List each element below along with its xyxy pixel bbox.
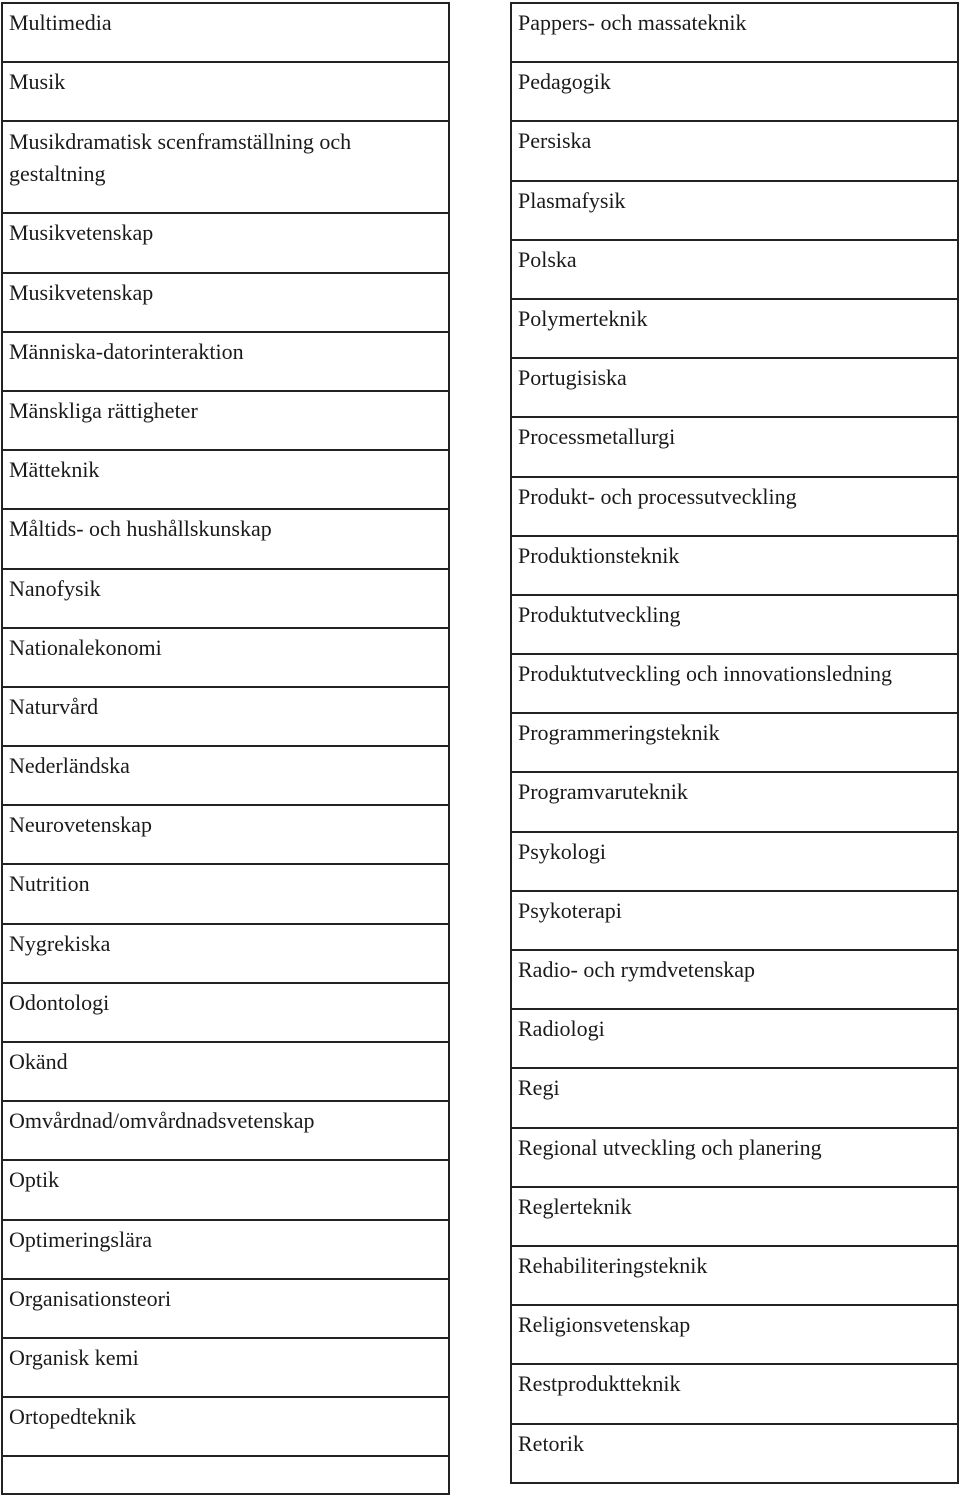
table-cell: Multimedia xyxy=(3,4,448,63)
table-cell: Neurovetenskap xyxy=(3,806,448,865)
table-cell: Mänskliga rättigheter xyxy=(3,392,448,451)
table-cell: Persiska xyxy=(512,122,957,181)
table-cell: Optimeringslära xyxy=(3,1221,448,1280)
table-cell: Mätteknik xyxy=(3,451,448,510)
table-cell: Naturvård xyxy=(3,688,448,747)
table-cell: Organisationsteori xyxy=(3,1280,448,1339)
table-cell: Regional utveckling och planering xyxy=(512,1129,957,1188)
table-cell: Retorik xyxy=(512,1425,957,1484)
table-cell: Psykoterapi xyxy=(512,892,957,951)
table-cell: Radiologi xyxy=(512,1010,957,1069)
table-cell: Regi xyxy=(512,1069,957,1128)
table-cell: Människa-datorinteraktion xyxy=(3,333,448,392)
table-cell: Nanofysik xyxy=(3,570,448,629)
table-cell: Restproduktteknik xyxy=(512,1365,957,1424)
empty-table-cell xyxy=(3,1457,448,1495)
table-cell: Musikvetenskap xyxy=(3,214,448,273)
left-subject-table xyxy=(1,2,450,1495)
table-cell: Pappers- och massateknik xyxy=(512,4,957,63)
table-cell: Portugisiska xyxy=(512,359,957,418)
table-cell: Nygrekiska xyxy=(3,925,448,984)
table-cell: Reglerteknik xyxy=(512,1188,957,1247)
table-cell: Måltids- och hushållskunskap xyxy=(3,510,448,569)
table-cell: Produktutveckling och innovationsledning xyxy=(512,655,957,714)
table-cell: Polska xyxy=(512,241,957,300)
table-cell: Odontologi xyxy=(3,984,448,1043)
table-cell: Ortopedteknik xyxy=(3,1398,448,1457)
table-cell: Musikvetenskap xyxy=(3,274,448,333)
table-cell: Pedagogik xyxy=(512,63,957,122)
table-cell: Omvårdnad/omvårdnadsvetenskap xyxy=(3,1102,448,1161)
table-cell: Produkt- och processutveckling xyxy=(512,478,957,537)
table-cell: Plasmafysik xyxy=(512,182,957,241)
table-cell: Nutrition xyxy=(3,865,448,924)
table-cell: Nationalekonomi xyxy=(3,629,448,688)
table-cell: Musik xyxy=(3,63,448,122)
table-cell: Optik xyxy=(3,1161,448,1220)
table-cell: Produktutveckling xyxy=(512,596,957,655)
table-cell: Rehabiliteringsteknik xyxy=(512,1247,957,1306)
table-cell: Organisk kemi xyxy=(3,1339,448,1398)
table-cell: Programmeringsteknik xyxy=(512,714,957,773)
table-cell: Processmetallurgi xyxy=(512,418,957,477)
table-cell: Programvaruteknik xyxy=(512,773,957,832)
table-cell: Polymerteknik xyxy=(512,300,957,359)
table-cell: Produktionsteknik xyxy=(512,537,957,596)
table-cell: Nederländska xyxy=(3,747,448,806)
table-cell: Psykologi xyxy=(512,833,957,892)
table-cell: Okänd xyxy=(3,1043,448,1102)
table-cell: Musikdramatisk scenframställning och gestaltning xyxy=(3,122,448,214)
table-cell: Religionsvetenskap xyxy=(512,1306,957,1365)
right-subject-table xyxy=(510,2,959,1484)
table-cell: Radio- och rymdvetenskap xyxy=(512,951,957,1010)
